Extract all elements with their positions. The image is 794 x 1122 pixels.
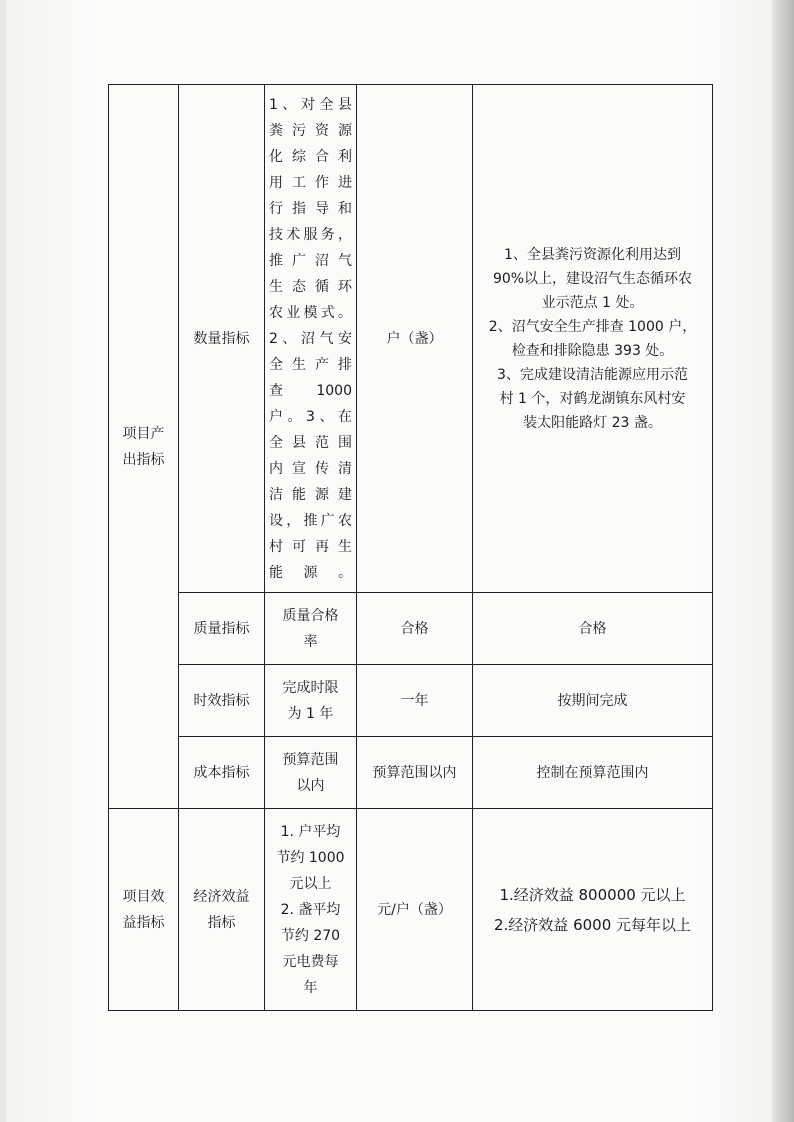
content-quantity: 1、对全县 粪污资源 化综合利 用工作进 行指导和 技术服务， 推广沼气 生态循环 农业模式。 2、沼气安 全生产排 查 1000 户。3、在 全县范围 内宣传清 洁能源建 设，推广农 村可再生 能源。 <box>265 85 357 593</box>
unit-cost: 预算范围以内 <box>357 737 473 809</box>
unit-quality: 合格 <box>357 593 473 665</box>
indicator-cost: 成本指标 <box>179 737 265 809</box>
target-quantity: 1、全县粪污资源化利用达到 90%以上，建设沼气生态循环农 业示范点 1 处。 2、沼气安全生产排查 1000 户， 检查和排除隐患 393 处。 3、完成建设清洁能源应用示范 村 1 个，对鹤龙湖镇东风村安 装太阳能路灯 23 盏。 <box>473 85 713 593</box>
content-economic: 1. 户平均 节约 1000 元以上 2. 盏平均 节约 270 元电费每 年 <box>265 809 357 1011</box>
indicator-table <box>108 84 713 1011</box>
table-row <box>109 85 713 593</box>
unit-economic: 元/户（盏） <box>357 809 473 1011</box>
indicator-quality: 质量指标 <box>179 593 265 665</box>
target-cost: 控制在预算范围内 <box>473 737 713 809</box>
section-label-output: 项目产 出指标 <box>109 85 179 809</box>
table-row <box>109 737 713 809</box>
target-quality: 合格 <box>473 593 713 665</box>
target-timeliness: 按期间完成 <box>473 665 713 737</box>
indicator-economic: 经济效益 指标 <box>179 809 265 1011</box>
section-label-benefit: 项目效 益指标 <box>109 809 179 1011</box>
unit-quantity: 户（盏） <box>357 85 473 593</box>
page-right-edge-shadow <box>772 0 794 1122</box>
content-timeliness: 完成时限 为 1 年 <box>265 665 357 737</box>
table-row <box>109 665 713 737</box>
table-row <box>109 809 713 1011</box>
indicator-quantity: 数量指标 <box>179 85 265 593</box>
page-left-edge <box>0 0 6 1122</box>
indicator-timeliness: 时效指标 <box>179 665 265 737</box>
target-economic: 1.经济效益 800000 元以上 2.经济效益 6000 元每年以上 <box>473 809 713 1011</box>
unit-timeliness: 一年 <box>357 665 473 737</box>
content-quality: 质量合格 率 <box>265 593 357 665</box>
content-cost: 预算范围 以内 <box>265 737 357 809</box>
table-row <box>109 593 713 665</box>
